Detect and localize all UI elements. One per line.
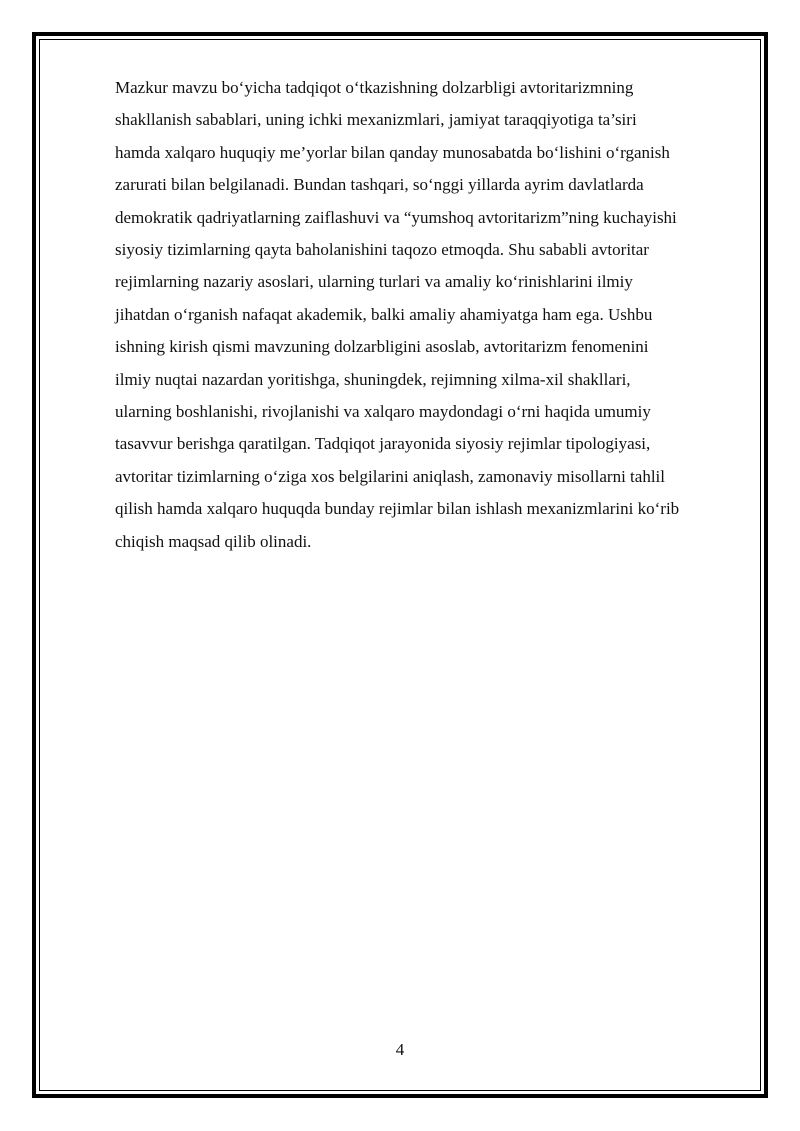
page-number: 4 bbox=[395, 1040, 405, 1059]
body-paragraph: Mazkur mavzu bo‘yicha tadqiqot o‘tkazishning dolzarbligi avtoritarizmning shakllanish sabablari, uning ichki mexanizmlari, jamiyat taraqqiyotiga ta’siri hamda xalqaro huquqiy me’yorlar bilan qanday munosabatda bo‘lishini o‘rganish zarurati bilan belgilanadi. Bundan tashqari, so‘nggi yillarda ayrim davlatlarda demokratik qadriyatlarning zaiflashuvi va “yumshoq avtoritarizm”ning kuchayishi siyosiy tizimlarning qayta baholanishini taqozo etmoqda. Shu sababli avtoritar rejimlarning nazariy asoslari, ularning turlari va amaliy ko‘rinishlarini ilmiy jihatdan o‘rganish nafaqat akademik, balki amaliy ahamiyatga ham ega. Ushbu ishning kirish qismi mavzuning dolzarbligini asoslab, avtoritarizm fenomenini ilmiy nuqtai nazardan yoritishga, shuningdek, rejimning xilma-xil shakllari, ularning boshlanishi, rivojlanishi va xalqaro maydondagi o‘rni haqida umumiy tasavvur berishga qaratilgan. Tadqiqot jarayonida siyosiy rejimlar tipologiyasi, avtoritar tizimlarning o‘ziga xos belgilarini aniqlash, zamonaviy misollarni tahlil qilish hamda xalqaro huquqda bunday rejimlar bilan ishlash mexanizmlarini ko‘rib chiqish maqsad qilib olinadi. bbox=[115, 78, 680, 551]
